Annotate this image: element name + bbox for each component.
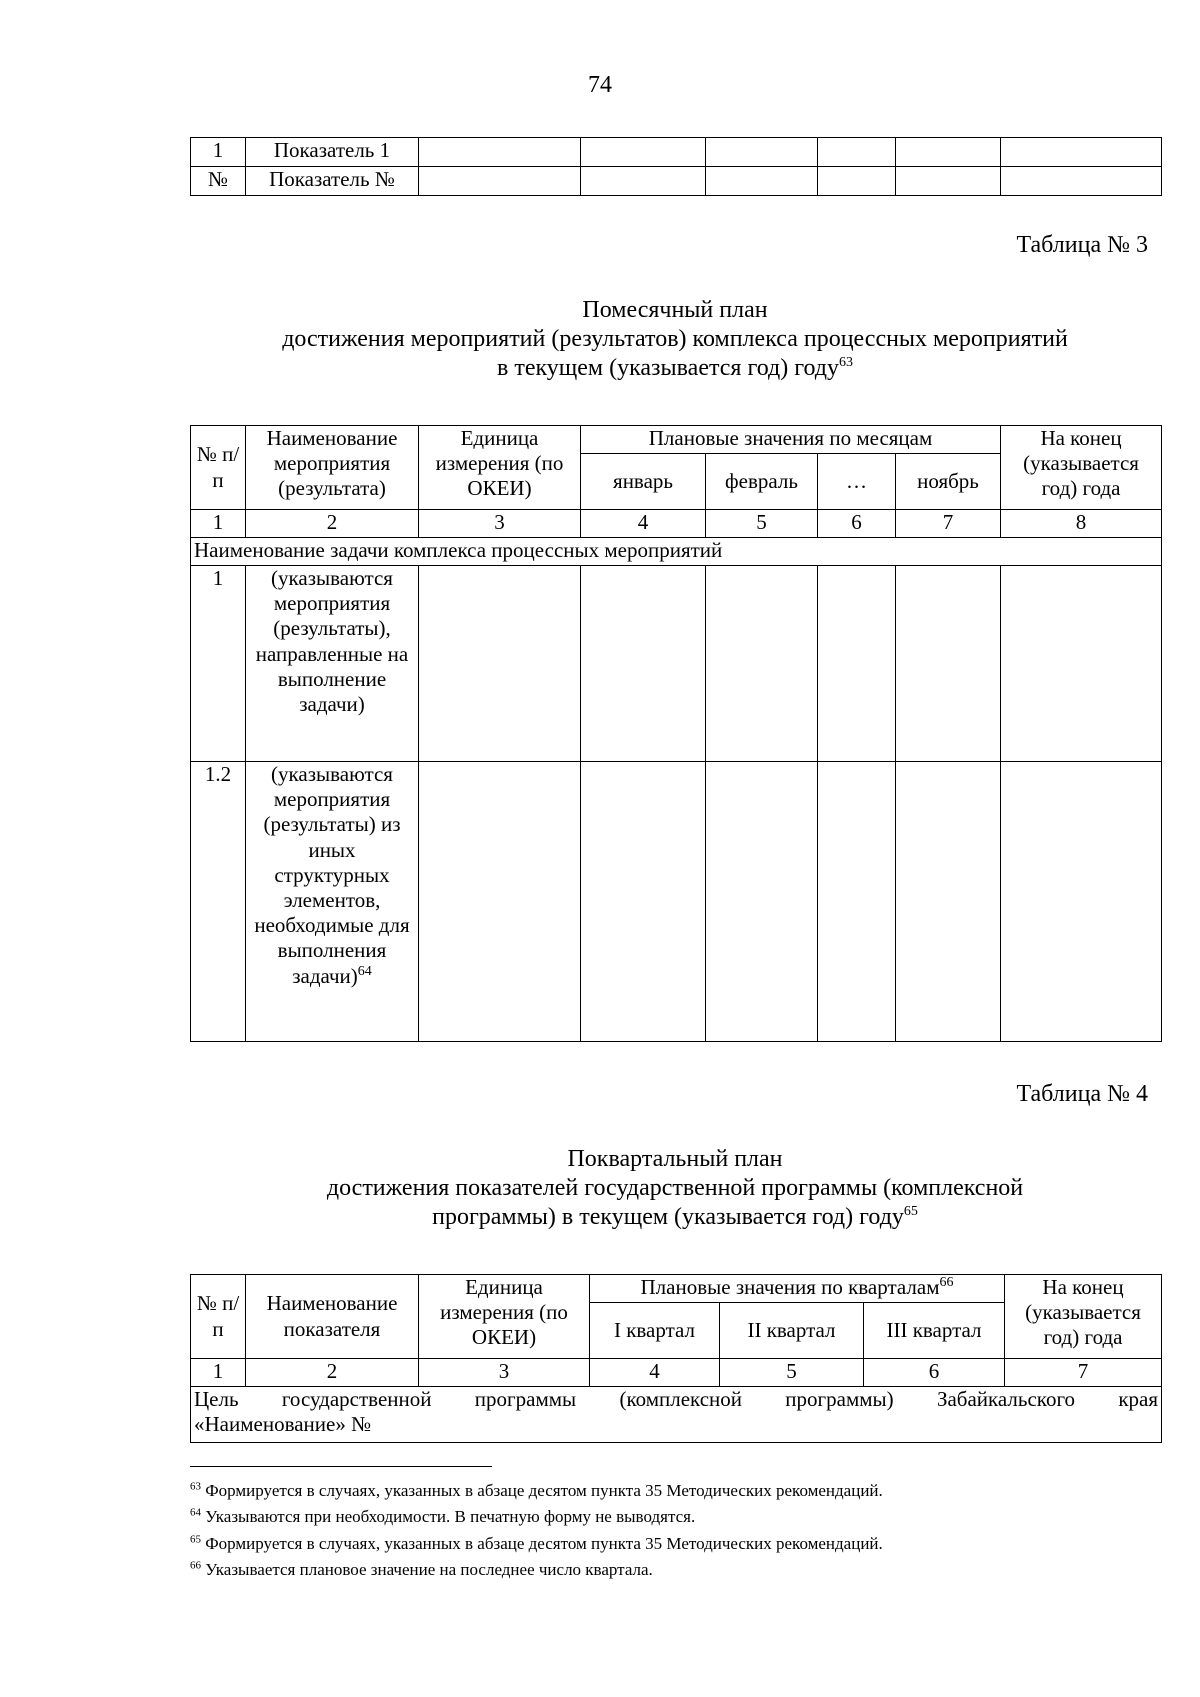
head-num: № п/п <box>191 426 246 510</box>
head-unit: Единица измерения (по ОКЕИ) <box>419 1275 590 1359</box>
activity-name: (указываются мероприятия (результаты), направленные на выполнение задачи) <box>246 566 419 762</box>
table3-title-line1: Помесячный план <box>582 297 768 323</box>
col-number-row <box>191 510 1162 538</box>
row-number: 1 <box>191 138 246 167</box>
goal-line1: Цель государственной программы (комплексной программы) Забайкальского края <box>194 1387 1159 1411</box>
head-quarter: II квартал <box>720 1303 864 1359</box>
table4-title-line3: программы) в текущем (указывается год) году$^{65}$ <box>432 1203 918 1230</box>
footnote: $^{66}$ Указывается плановое значение на последнее число квартала. <box>190 1559 653 1580</box>
footnote-ref: 63 <box>838 354 853 370</box>
head-month: ноябрь <box>896 454 1001 510</box>
table-row <box>191 138 1162 167</box>
head-name: Наименование мероприятия (результата) <box>246 426 419 510</box>
indicator-name: Показатель 1 <box>246 138 419 167</box>
indicator-name: Показатель № <box>246 167 419 196</box>
footnote: $^{63}$ Формируется в случаях, указанных в абзаце десятом пункта 35 Методических рекомендаций. <box>190 1480 883 1500</box>
footnotes <box>190 1478 1150 1583</box>
table4 <box>190 1274 1162 1443</box>
footnote-ref: 66 <box>939 1275 954 1290</box>
page-number: 74 <box>588 72 612 98</box>
col-number: 4 <box>581 510 706 538</box>
activity-name: (указываются мероприятия (результаты) из иных структурных элементов, необходимые для выполнения задачи)$^{64}$ <box>246 762 419 1042</box>
head-month: … <box>818 454 896 510</box>
footnote: $^{65}$ Формируется в случаях, указанных в абзаце десятом пункта 35 Методических рекомендаций. <box>190 1533 883 1553</box>
head-quarter: III квартал <box>864 1303 1005 1359</box>
col-number: 1 <box>191 1359 246 1387</box>
table4-label: Таблица № 4 <box>1016 1081 1148 1107</box>
goal-line2: «Наименование» № <box>194 1412 372 1437</box>
col-number: 5 <box>706 510 818 538</box>
table3-title <box>160 296 1190 382</box>
table4-title-line2: достижения показателей государственной программы (комплексной <box>326 1174 1024 1201</box>
footnote: $^{64}$ Указываются при необходимости. В печатную форму не выводятся. <box>190 1506 696 1527</box>
head-end: На конец (указывается год) года <box>1005 1275 1162 1359</box>
col-number: 7 <box>1005 1359 1162 1387</box>
footnote-ref: 64 <box>357 963 372 979</box>
row-number: 1.2 <box>191 762 246 1042</box>
col-number: 5 <box>720 1359 864 1387</box>
col-number: 6 <box>818 510 896 538</box>
head-num: № п/п <box>191 1275 246 1359</box>
col-number: 1 <box>191 510 246 538</box>
goal-row <box>191 1387 1162 1443</box>
col-number: 3 <box>419 510 581 538</box>
head-quarter: I квартал <box>590 1303 720 1359</box>
head-months-group: Плановые значения по месяцам <box>581 426 1001 454</box>
col-number: 7 <box>896 510 1001 538</box>
section-row: Наименование задачи комплекса процессных мероприятий <box>191 538 1162 566</box>
col-number-row <box>191 1359 1162 1387</box>
table4-title <box>160 1145 1190 1231</box>
head-month: январь <box>581 454 706 510</box>
table-row <box>191 566 1162 762</box>
table4-title-line1: Поквартальный план <box>567 1146 783 1172</box>
table3-title-line3: в текущем (указывается год) году$^{63}$ <box>497 354 853 381</box>
head-end: На конец (указывается год) года <box>1001 426 1162 510</box>
table-row <box>191 167 1162 196</box>
row-number: № <box>191 167 246 196</box>
head-name: Наименование показателя <box>246 1275 419 1359</box>
col-number: 2 <box>246 510 419 538</box>
col-number: 6 <box>864 1359 1005 1387</box>
row-number: 1 <box>191 566 246 762</box>
col-number: 8 <box>1001 510 1162 538</box>
top-table <box>190 137 1162 196</box>
footnote-ref: 65 <box>903 1203 918 1219</box>
head-month: февраль <box>706 454 818 510</box>
head-quarters-group: Плановые значения по кварталам$^{66}$ <box>590 1275 1005 1303</box>
table3 <box>190 425 1162 1042</box>
table-row <box>191 762 1162 1042</box>
table3-label: Таблица № 3 <box>1016 232 1148 258</box>
col-number: 2 <box>246 1359 419 1387</box>
col-number: 4 <box>590 1359 720 1387</box>
table3-title-line2: достижения мероприятий (результатов) комплекса процессных мероприятий <box>282 325 1068 352</box>
footnote-separator <box>190 1466 492 1467</box>
head-unit: Единица измерения (по ОКЕИ) <box>419 426 581 510</box>
col-number: 3 <box>419 1359 590 1387</box>
